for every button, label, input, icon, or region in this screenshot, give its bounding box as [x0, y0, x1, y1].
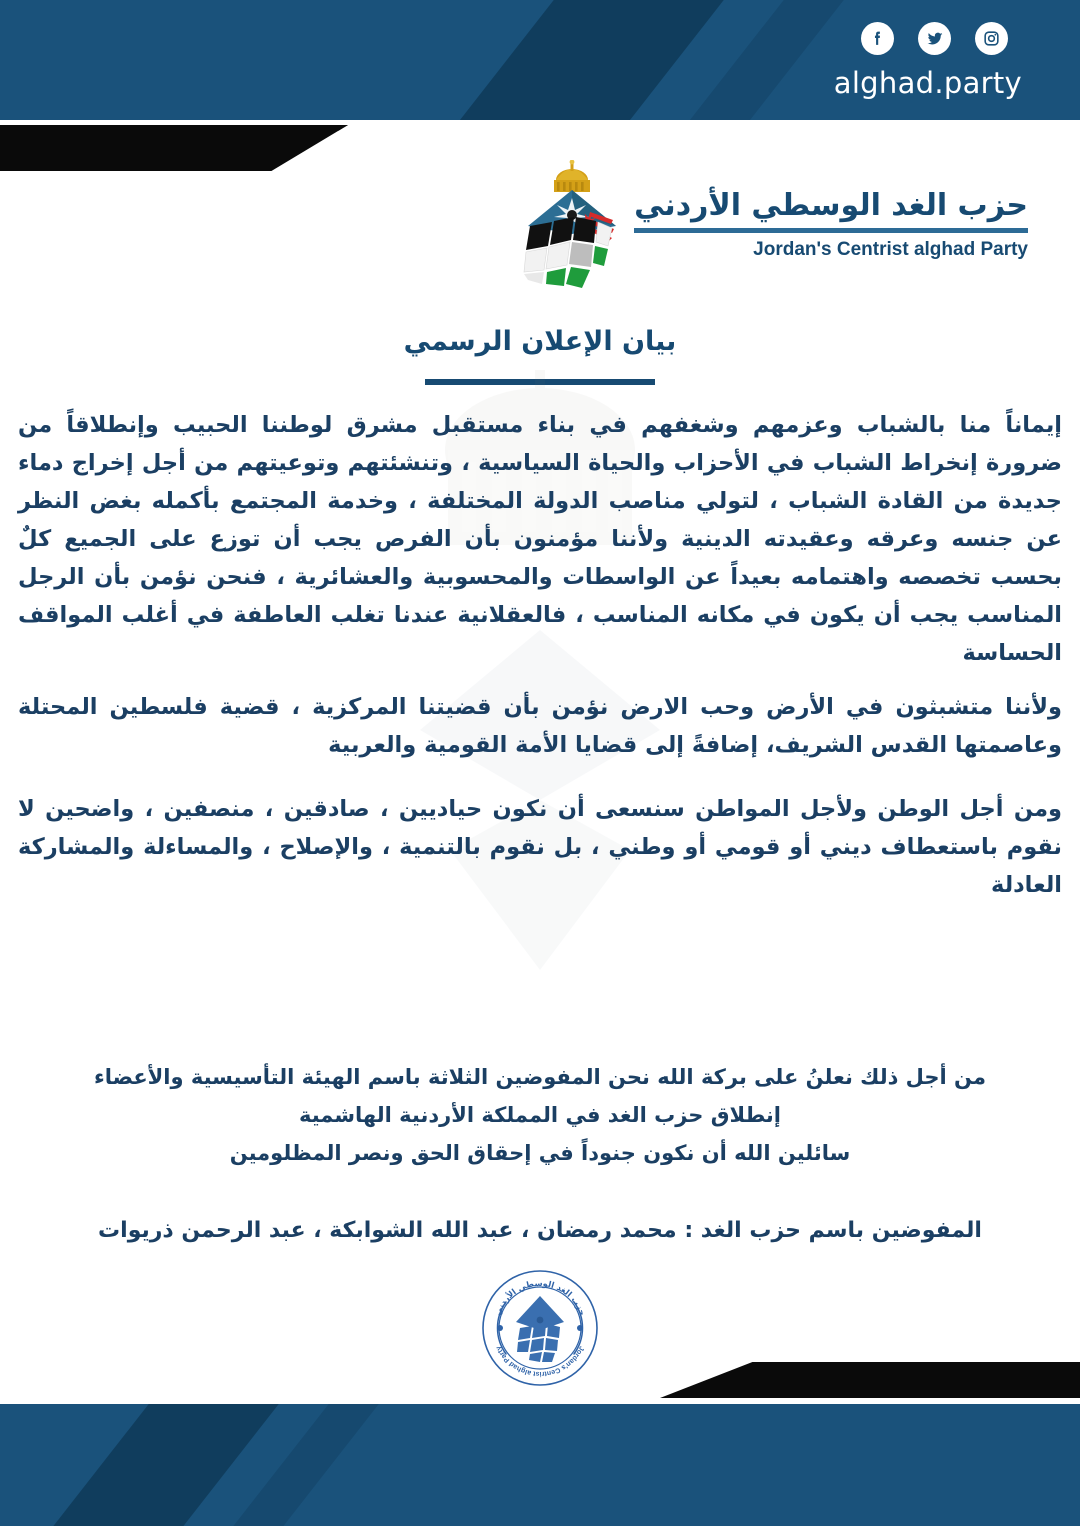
- brand-text: [634, 189, 1028, 262]
- instagram-link[interactable]: [975, 22, 1008, 55]
- facebook-link[interactable]: [861, 22, 894, 55]
- website-url[interactable]: alghad.party: [833, 66, 1022, 100]
- declaration-line-1: من أجل ذلك نعلنُ على بركة الله نحن المفوضين الثلاثة باسم الهيئة التأسيسية والأعضاء: [94, 1065, 986, 1089]
- body-text: [0, 406, 1080, 904]
- paragraph-1: إيماناً منا بالشباب وعزمهم وشغفهم في بناء مستقبل مشرق لوطننا الحبيب وإنطلاقاً من ضرورة إنخراط الشباب في الأحزاب والحياة السياسية ، وتنشئتهم وتوعيتهم من أجل إخراج دماء جديدة من القادة الشباب ، لتولي مناصب الدولة المختلفة ، وخدمة المجتمع بأكمله بغض النظر عن جنسه وعرقه وعقيدته الدينية ولأننا مؤمنون بأن الفرص يجب أن توزع على الجميع كلٌ بحسب تخصصه واهتمامه بعيداً عن الواسطات والمحسوبية والعشائرية ، فنحن نؤمن بأن الرجل المناسب يجب أن يكون في مكانه المناسب ، فالعقلانية عندنا تغلب العاطفة في أغلب المواقف الحساسة: [18, 412, 1062, 666]
- footer-black-wedge: [660, 1362, 1080, 1398]
- declaration-block: [0, 1058, 1080, 1172]
- header-black-wedge: [0, 125, 348, 171]
- facebook-icon: [868, 29, 887, 48]
- page-title: بيان الإعلان الرسمي: [403, 326, 677, 357]
- twitter-link[interactable]: [918, 22, 951, 55]
- brand-name-english: Jordan's Centrist alghad Party: [753, 239, 1028, 261]
- footer-bar: [0, 1404, 1080, 1526]
- signature-line: المفوضين باسم حزب الغد : محمد رمضان ، عبد الله الشوابكة ، عبد الرحمن ذريوات: [98, 1218, 982, 1243]
- declaration-line-3: سائلين الله أن نكون جنوداً في إحقاق الحق ونصر المظلومين: [229, 1141, 851, 1165]
- brand-name-arabic: حزب الغد الوسطي الأردني: [634, 187, 1028, 223]
- title-underline: [425, 379, 655, 385]
- brand-divider: [634, 228, 1028, 233]
- twitter-icon: [925, 29, 945, 49]
- brand-lockup: [516, 160, 1028, 290]
- declaration-line-2: إنطلاق حزب الغد في المملكة الأردنية الهاشمية: [298, 1103, 781, 1127]
- title-block: [0, 326, 1080, 385]
- seal-ring-text-arabic: حزب الغد الوسطي الأردني: [492, 1277, 588, 1317]
- alghad-diamond-logo-icon: [516, 160, 620, 290]
- paragraph-2: ولأننا متشبثون في الأرض وحب الارض نؤمن بأن قضيتنا المركزية ، قضية فلسطين المحتلة وعاصمتها القدس الشريف، إضافةً إلى قضايا الأمة القومية والعربية: [18, 694, 1062, 758]
- social-links: [861, 22, 1008, 55]
- instagram-icon: [982, 29, 1001, 48]
- alghad-circular-seal-icon: [480, 1268, 600, 1388]
- seal-ring-text-english: Jordan's Centrist alghad Party: [495, 1344, 585, 1378]
- paragraph-3: ومن أجل الوطن ولأجل المواطن سنسعى أن نكون حياديين ، صادقين ، منصفين ، واضحين لا نقوم باستعطاف ديني أو قومي أو وطني ، بل نقوم بالتنمية ، والإصلاح ، والمساءلة والمشاركة العادلة: [18, 796, 1062, 898]
- header-bar: [0, 0, 1080, 120]
